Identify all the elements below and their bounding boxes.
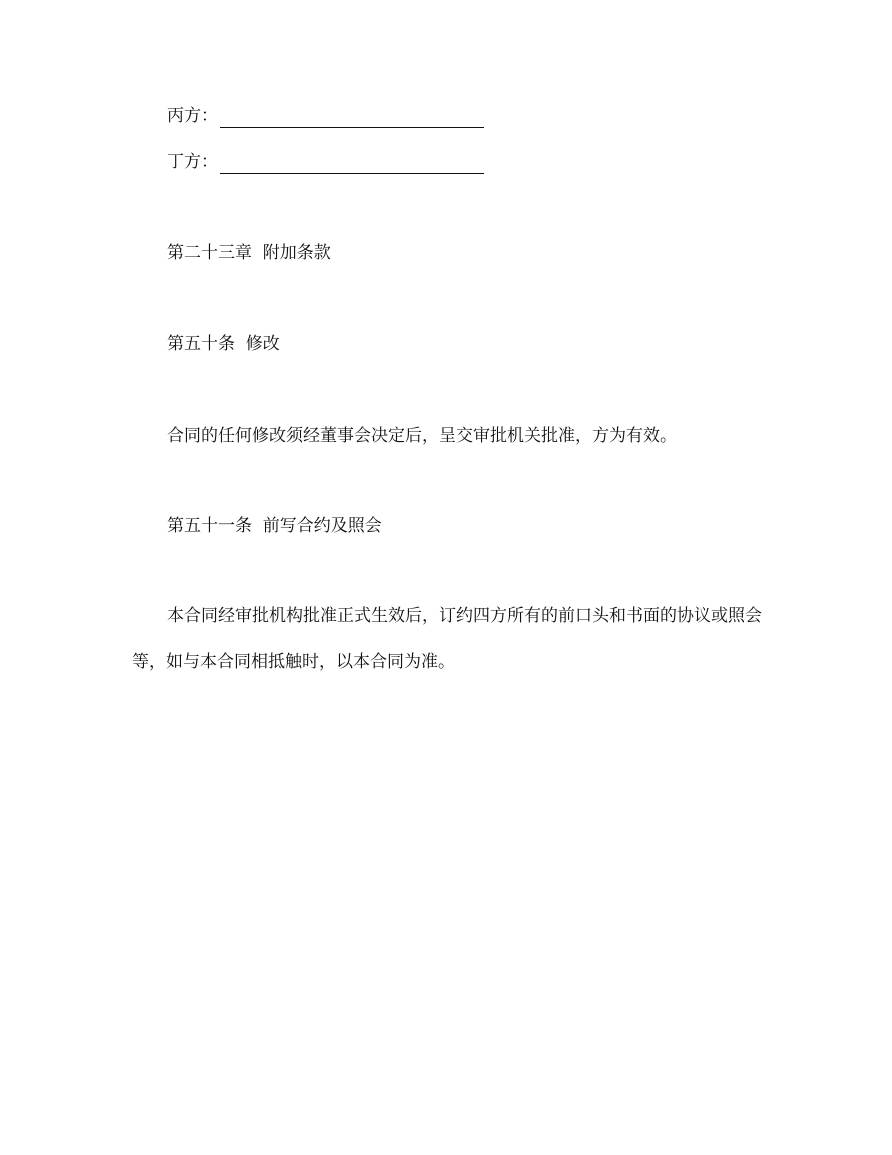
article-51-heading: 第五十一条 前写合约及照会 — [167, 516, 382, 536]
party-d-label: 丁方： — [167, 152, 218, 172]
party-c-label: 丙方： — [167, 106, 218, 126]
article-50-body: 合同的任何修改须经董事会决定后，呈交审批机关批准，方为有效。 — [167, 426, 677, 446]
article-51-body: 本合同经审批机构批准正式生效后，订约四方所有的前口头和书面的协议或照会等，如与本合同相抵触时，以本合同为准。 — [132, 606, 762, 672]
signature-row-party-c — [167, 102, 484, 128]
party-d-signature-blank — [220, 153, 484, 174]
party-c-signature-blank — [220, 107, 484, 128]
chapter-heading: 第二十三章 附加条款 — [167, 243, 331, 263]
article-50-heading: 第五十条 修改 — [167, 334, 280, 354]
signature-row-party-d — [167, 148, 484, 174]
